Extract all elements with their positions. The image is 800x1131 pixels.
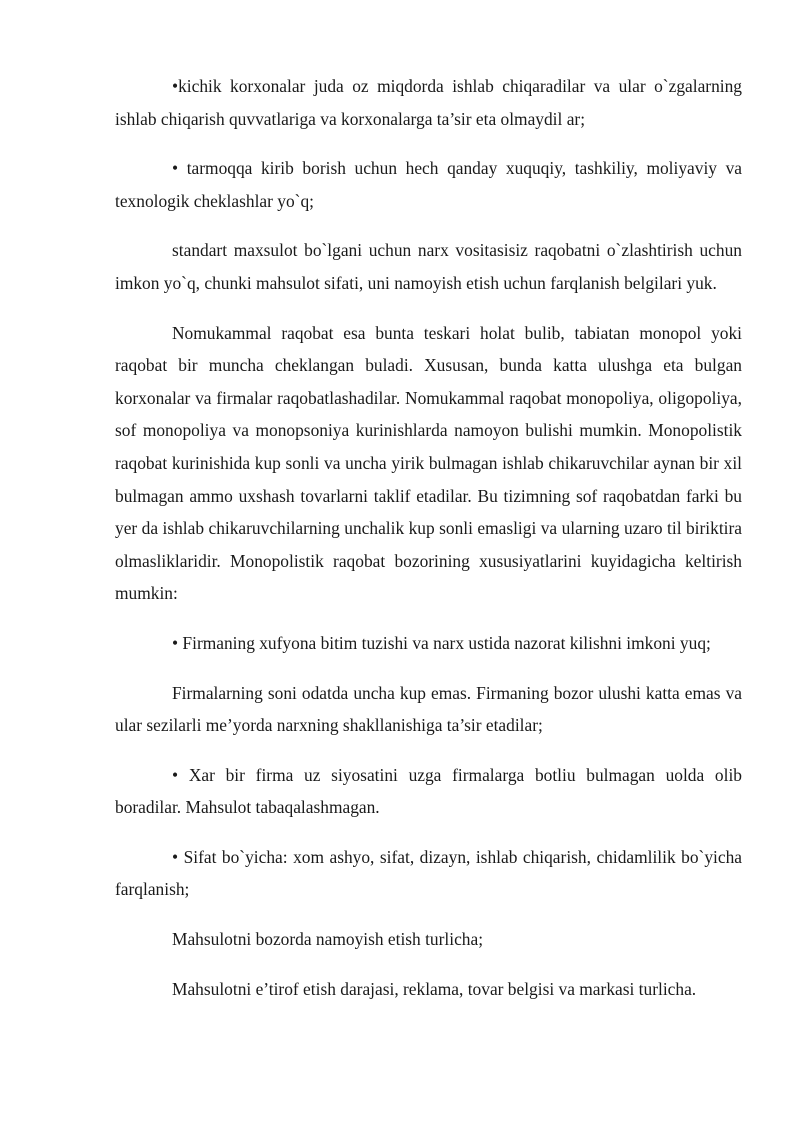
paragraph-standard-product: standart maxsulot bo`lgani uchun narx vositasisiz raqobatni o`zlashtirish uchun imkon yo`q, chunki mahsulot sifati, uni namoyish etish uchun farqlanish belgilari yuk.: [115, 240, 742, 293]
paragraph-quality-bullet: • Sifat bo`yicha: xom ashyo, sifat, dizayn, ishlab chiqarish, chidamlilik bo`yicha farqlanish;: [115, 846, 742, 900]
paragraph-imperfect-competition: Nomukammal raqobat esa bunta teskari holat bulib, tabiatan monopol yoki raqobat bir muncha cheklangan buladi. Xususan, bunda katta ulushga eta bulgan korxonalar va firmalar raqobatlashadilar. Nomukammal raqobat monopoliya, oligopoliya, sof monopoliya va monopsoniya kurinishlarda namoyon bulishi mumkin. Monopolistik raqobat kurinishida kup sonli va uncha yirik bulmagan ishlab chikaruvchilar aynan bir xil bulmagan ammo uxshash tovarlarni taklif etadilar. Bu tizimning sof raqobatdan farki bu yer da ishlab chikaruvchilarning unchalik kup sonli emasligi va ularning uzaro til biriktira olmasliklaridir. Monopolistik raqobat bozorining xususiyatlarini kuyidagicha keltirish mumkin:: [115, 322, 742, 604]
paragraph-price-control-bullet: • Firmaning xufyona bitim tuzishi va narx ustida nazorat kilishni imkoni yuq;: [172, 632, 711, 653]
paragraph-firm-policy-bullet: • Xar bir firma uz siyosatini uzga firmalarga botliu bulmagan uolda olib boradilar. Mahsulot tabaqalashmagan.: [115, 764, 742, 818]
paragraph-number-of-firms: Firmalarning soni odatda uncha kup emas. Firmaning bozor ulushi katta emas va ular sezilarli me’yorda narxning shakllanishiga ta’sir etadilar;: [115, 682, 742, 736]
document-page: [115, 70, 742, 1005]
paragraph-small-firms-bullet: •kichik korxonalar juda oz miqdorda ishlab chiqaradilar va ular o`zgalarning ishlab chiqarish quvvatlariga va korxonalarga ta’sir eta olmaydil ar;: [115, 76, 742, 129]
paragraph-product-presentation: Mahsulotni bozorda namoyish etish turlicha;: [172, 929, 484, 950]
paragraph-market-entry-bullet: • tarmoqqa kirib borish uchun hech qanday xuquqiy, tashkiliy, moliyaviy va texnologik cheklashlar yo`q;: [115, 158, 742, 211]
paragraph-product-recognition: Mahsulotni e’tirof etish darajasi, reklama, tovar belgisi va markasi turlicha.: [172, 978, 697, 999]
